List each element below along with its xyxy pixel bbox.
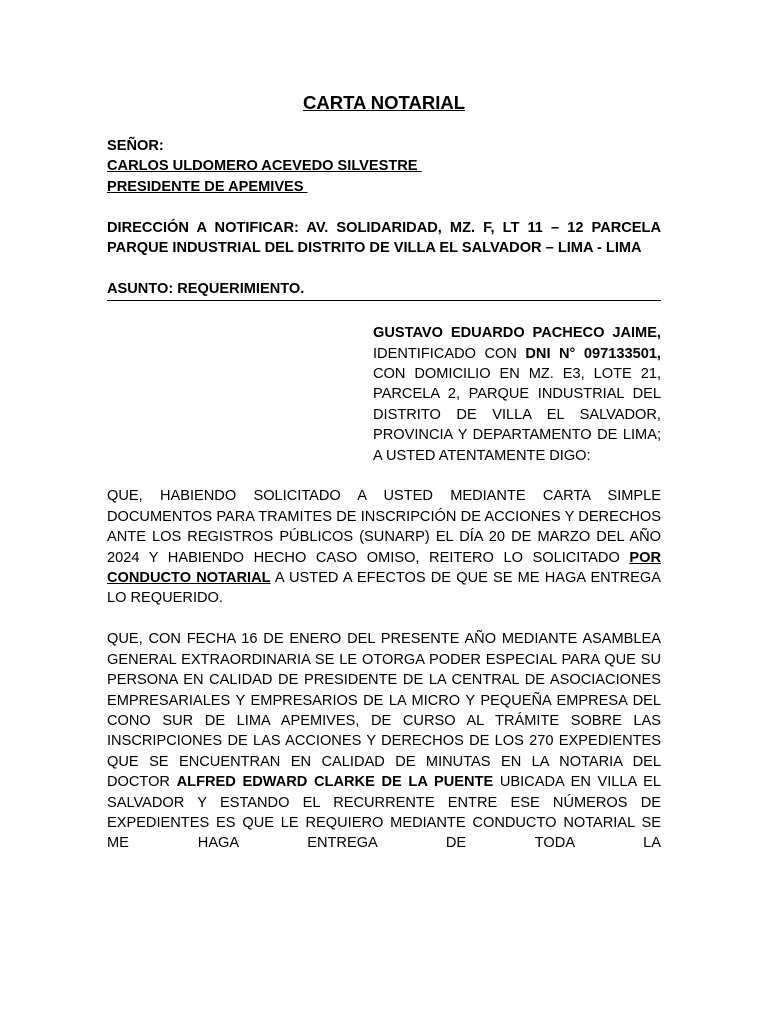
paragraph-2 [107,629,661,853]
paragraph-2-text-2: UBICADA EN VILLA EL SALVADOR Y ESTANDO EL RECURRENTE ENTRE ESE NÚMEROS DE EXPEDIENTES ES QUE LE REQUIERO MEDIANTE CONDUCTO NOTARIAL SE ME HAGA ENTREGA DE TODA LA [107,774,661,852]
addressee-block [107,136,661,197]
paragraph-2-text-1: QUE, CON FECHA 16 DE ENERO DEL PRESENTE AÑO MEDIANTE ASAMBLEA GENERAL EXTRAORDINARIA SE LE OTORGA PODER ESPECIAL PARA QUE SU PERSONA EN CALIDAD DE PRESIDENTE DE LA CENTRAL DE ASOCIACIONES EMPRESARIALES Y EMPRESARIOS DE LA MICRO Y PEQUEÑA EMPRESA DEL CONO SUR DE LIMA APEMIVES, DE CURSO AL TRÁMITE SOBRE LAS INSCRIPCIONES DE LAS ACCIONES Y DERECHOS DE LOS 270 EXPEDIENTES QUE SE ENCUENTRAN EN CALIDAD DE MINUTAS EN LA NOTARIA DEL DOCTOR [107,631,661,791]
sender-identification [373,323,661,466]
salutation: SEÑOR: [107,138,164,154]
paragraph-1-emphasis: POR CONDUCTO NOTARIAL [107,549,661,587]
document-title: CARTA NOTARIAL [302,92,466,113]
sender-name: GUSTAVO EDUARDO PACHECO JAIME, [373,325,661,342]
document-body [107,90,661,854]
sender-text-1: IDENTIFICADO CON [373,345,526,362]
addressee-position: PRESIDENTE DE APEMIVES [107,178,308,195]
notary-name: ALFRED EDWARD CLARKE DE LA PUENTE [176,774,494,791]
paragraph-1 [107,486,661,608]
sender-text-2: CON DOMICILIO EN MZ. E3, LOTE 21, PARCELA 2, PARQUE INDUSTRIAL DEL DISTRITO DE VILLA EL SALVADOR, PROVINCIA Y DEPARTAMENTO DE LIMA; A USTED ATENTAMENTE DIGO: [373,366,661,464]
paragraph-1-text-1: QUE, HABIENDO SOLICITADO A USTED MEDIANTE CARTA SIMPLE DOCUMENTOS PARA TRAMITES DE INSCRIPCIÓN DE ACCIONES Y DERECHOS ANTE LOS REGISTROS PÚBLICOS (SUNARP) EL DÍA 20 DE MARZO DEL AÑO 2024 Y HABIENDO HECHO CASO OMISO, REITERO LO SOLICITADO [107,488,661,566]
sender-dni: DNI N° 097133501, [525,345,661,362]
addressee-name: CARLOS ULDOMERO ACEVEDO SILVESTRE [107,158,422,175]
notification-address: DIRECCIÓN A NOTIFICAR: AV. SOLIDARIDAD, MZ. F, LT 11 – 12 PARCELA PARQUE INDUSTRIAL DEL DISTRITO DE VILLA EL SALVADOR – LIMA - LIMA [107,219,661,257]
subject-line: ASUNTO: REQUERIMIENTO. [107,279,661,301]
paragraph-1-text-2: A USTED A EFECTOS DE QUE SE ME HAGA ENTREGA LO REQUERIDO. [107,570,661,607]
